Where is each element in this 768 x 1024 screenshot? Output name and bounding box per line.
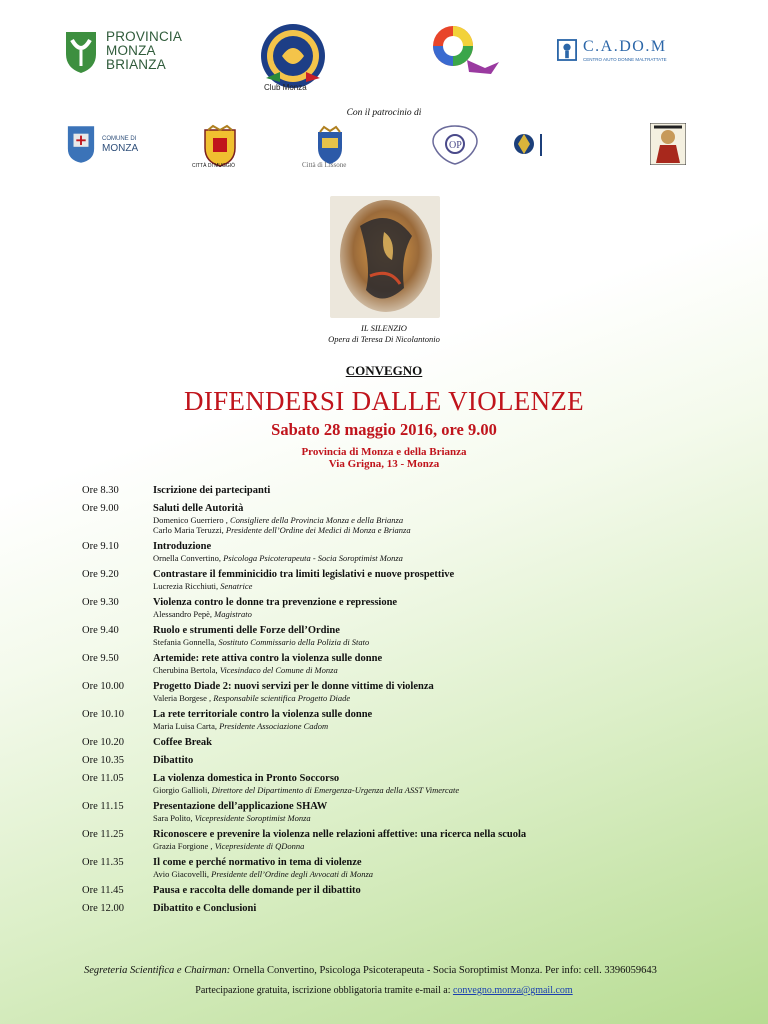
program-title: Presentazione dell’applicazione SHAW (153, 801, 328, 812)
program-speaker (153, 553, 722, 563)
program-time: Ore 11.45 (82, 885, 124, 896)
program-item (82, 653, 722, 675)
program-time: Ore 9.30 (82, 597, 119, 608)
program-time: Ore 8.30 (82, 485, 119, 496)
program-title: Violenza contro le donne tra prevenzione e repressione (153, 597, 398, 608)
program-title: Ruolo e strumenti delle Forze dell’Ordine (153, 625, 340, 636)
program-content (153, 737, 722, 749)
comune-monza-logo (66, 124, 146, 166)
program-title: Artemide: rete attiva contro la violenza sulle donne (153, 653, 383, 664)
event-venue (0, 446, 768, 470)
svg-text:OP: OP (449, 140, 462, 151)
patrocinio-label: Con il patrocinio di (346, 108, 422, 118)
program-item (82, 681, 722, 703)
program-content (153, 885, 722, 897)
event-title: DIFENDERSI DALLE VIOLENZE (184, 386, 584, 416)
program-time: Ore 11.05 (82, 773, 124, 784)
secretariat-label: Segreteria Scientifica e Chairman: (84, 965, 231, 976)
speaker-role: Vicepresidente Soroptimist Monza (194, 813, 311, 823)
program-content (153, 829, 722, 851)
program-time: Ore 9.20 (82, 569, 119, 580)
painting-title: IL SILENZIO (361, 323, 407, 333)
program-title: Progetto Diade 2: nuovi servizi per le donne vittime di violenza (153, 681, 434, 692)
program-item (82, 801, 722, 823)
program-content (153, 597, 722, 619)
program-content (153, 485, 722, 497)
program-content (153, 503, 722, 535)
speaker-name: Giorgio Gallioli, (153, 785, 210, 795)
program-title: Il come e perché normativo in tema di violenze (153, 857, 362, 868)
registration-note: Partecipazione gratuita, iscrizione obbligatoria tramite e-mail a: (195, 985, 453, 996)
program-item (82, 737, 722, 749)
cadom-logo (557, 38, 707, 64)
program-speaker (153, 841, 722, 851)
program-time: Ore 11.35 (82, 857, 124, 868)
program-speaker (153, 609, 722, 619)
footer-registration (0, 985, 768, 996)
program-item (82, 773, 722, 795)
omceo-logo (512, 126, 622, 162)
program-time: Ore 12.00 (82, 903, 124, 914)
program-item (82, 569, 722, 591)
speaker-name: Avio Giacovelli, (153, 869, 210, 879)
saint-emblem-icon (650, 123, 686, 165)
program-title: Pausa e raccolta delle domande per il dibattito (153, 885, 361, 896)
program-content (153, 801, 722, 823)
program-time: Ore 10.10 (82, 709, 124, 720)
program-content (153, 541, 722, 563)
program-content (153, 709, 722, 731)
speaker-name: Carlo Maria Teruzzi, (153, 525, 224, 535)
program-title: Iscrizione dei partecipanti (153, 485, 271, 496)
program-speaker (153, 721, 722, 731)
speaker-name: Cherubina Bertola, (153, 665, 218, 675)
speaker-name: Domenico Guerriero , (153, 515, 228, 525)
speaker-name: Stefania Gonnella, (153, 637, 217, 647)
program-time: Ore 9.50 (82, 653, 119, 664)
program-item (82, 829, 722, 851)
program-title: Contrastare il femminicidio tra limiti legislativi e nuove prospettive (153, 569, 455, 580)
program-time: Ore 11.25 (82, 829, 124, 840)
program-item (82, 485, 722, 497)
speaker-role: Presidente dell’Ordine dei Medici di Monza e Brianza (225, 525, 411, 535)
cadom-subtitle: CENTRO AIUTO DONNE MALTRATTATE (583, 57, 667, 62)
speaker-role: Psicologa Psicoterapeuta - Socia Soroptimist Monza (223, 553, 403, 563)
contact-email-link[interactable]: convegno.monza@gmail.com (452, 985, 573, 996)
program-item (82, 857, 722, 879)
program-time: Ore 11.15 (82, 801, 124, 812)
ordine-psicologi-logo (415, 122, 495, 170)
speaker-role: Direttore del Dipartimento di Emergenza-Urgenza della ASST Vimercate (211, 785, 460, 795)
program-content (153, 755, 722, 767)
secretariat-text: Ornella Convertino, Psicologa Psicoterapeuta - Socia Soroptimist Monza. Per info: cell. 3396059643 (230, 965, 657, 976)
monza-big-label: MONZA (102, 143, 139, 154)
program-title: Coffee Break (153, 737, 212, 748)
il-silenzio-painting (330, 196, 440, 318)
program-speaker (153, 693, 722, 703)
program-item (82, 541, 722, 563)
soroptimist-caption: Club Monza (264, 83, 307, 92)
monza-small-label: COMUNE DI (102, 136, 137, 142)
painting-author: Opera di Teresa Di Nicolantonio (328, 334, 440, 344)
speaker-role: Vicesindaco del Comune di Monza (219, 665, 338, 675)
program-time: Ore 10.35 (82, 755, 124, 766)
provincia-line-1: PROVINCIA (106, 29, 183, 44)
program-content (153, 773, 722, 795)
program-speaker (153, 581, 722, 591)
speaker-name: Lucrezia Ricchiuti, (153, 581, 219, 591)
program-speaker (153, 813, 722, 823)
program-time: Ore 9.40 (82, 625, 119, 636)
program-time: Ore 9.00 (82, 503, 119, 514)
program-item (82, 597, 722, 619)
speaker-name: Valeria Borgese , (153, 693, 212, 703)
program-speaker (153, 515, 722, 525)
speaker-name: Sara Polito, (153, 813, 193, 823)
program-title: La violenza domestica in Pronto Soccorso (153, 773, 340, 784)
provincia-line-3: BRIANZA (106, 57, 166, 72)
program-title: Saluti delle Autorità (153, 503, 244, 514)
program-content (153, 653, 722, 675)
program-title: Riconoscere e prevenire la violenza nelle relazioni affettive: una ricerca nella scuola (153, 829, 527, 840)
event-kind: CONVEGNO (345, 363, 423, 378)
speaker-role: Responsabile scientifica Progetto Diade (213, 693, 351, 703)
provincia-monza-brianza-logo (62, 28, 192, 78)
program-speaker (153, 665, 722, 675)
speaker-role: Presidente dell’Ordine degli Avvocati di Monza (211, 869, 374, 879)
cadom-title: C.A.DO.M (583, 38, 667, 55)
footer-secretariat (84, 965, 734, 976)
program-content (153, 569, 722, 591)
monza-crest-icon (66, 124, 96, 164)
speaker-name: Alessandro Pepè, (153, 609, 213, 619)
program-content (153, 903, 722, 915)
qdonna-logo (425, 22, 505, 82)
program-content (153, 681, 722, 703)
painting-caption (0, 323, 768, 345)
speaker-name: Maria Luisa Carta, (153, 721, 217, 731)
program-speaker (153, 525, 722, 535)
speaker-role: Consigliere della Provincia Monza e della Brianza (229, 515, 404, 525)
program-title: Dibattito (153, 755, 194, 766)
program-speaker (153, 637, 722, 647)
speaker-name: Grazia Forgione , (153, 841, 213, 851)
cadom-emblem-icon (557, 38, 577, 62)
program-time: Ore 10.00 (82, 681, 124, 692)
program-title: La rete territoriale contro la violenza sulle donne (153, 709, 373, 720)
speaker-role: Sostituto Commissario della Polizia di Stato (218, 637, 370, 647)
program-title: Introduzione (153, 541, 212, 552)
program-item (82, 903, 722, 915)
program-item (82, 885, 722, 897)
program-title: Dibattito e Conclusioni (153, 903, 257, 914)
program-item (82, 755, 722, 767)
program-content (153, 625, 722, 647)
event-date: Sabato 28 maggio 2016, ore 9.00 (271, 420, 497, 439)
lissone-caption: Città di Lissone (302, 161, 347, 169)
provincia-line-2: MONZA (106, 43, 156, 58)
muggio-caption: CITTÀ DI MUGGIÒ (192, 163, 236, 169)
program-item (82, 503, 722, 535)
program-list (82, 485, 722, 921)
speaker-role: Vicepresidente di QDonna (214, 841, 305, 851)
venue-line-1: Provincia di Monza e della Brianza (301, 446, 467, 458)
program-item (82, 709, 722, 731)
program-speaker (153, 869, 722, 879)
provincia-emblem-icon (62, 28, 100, 74)
speaker-role: Presidente Associazione Cadom (219, 721, 329, 731)
speaker-role: Magistrato (214, 609, 252, 619)
speaker-role: Senatrice (220, 581, 253, 591)
program-item (82, 625, 722, 647)
program-content (153, 857, 722, 879)
program-time: Ore 9.10 (82, 541, 119, 552)
program-time: Ore 10.20 (82, 737, 124, 748)
speaker-name: Ornella Convertino, (153, 553, 221, 563)
venue-line-2: Via Grigna, 13 - Monza (328, 458, 440, 470)
program-speaker (153, 785, 722, 795)
